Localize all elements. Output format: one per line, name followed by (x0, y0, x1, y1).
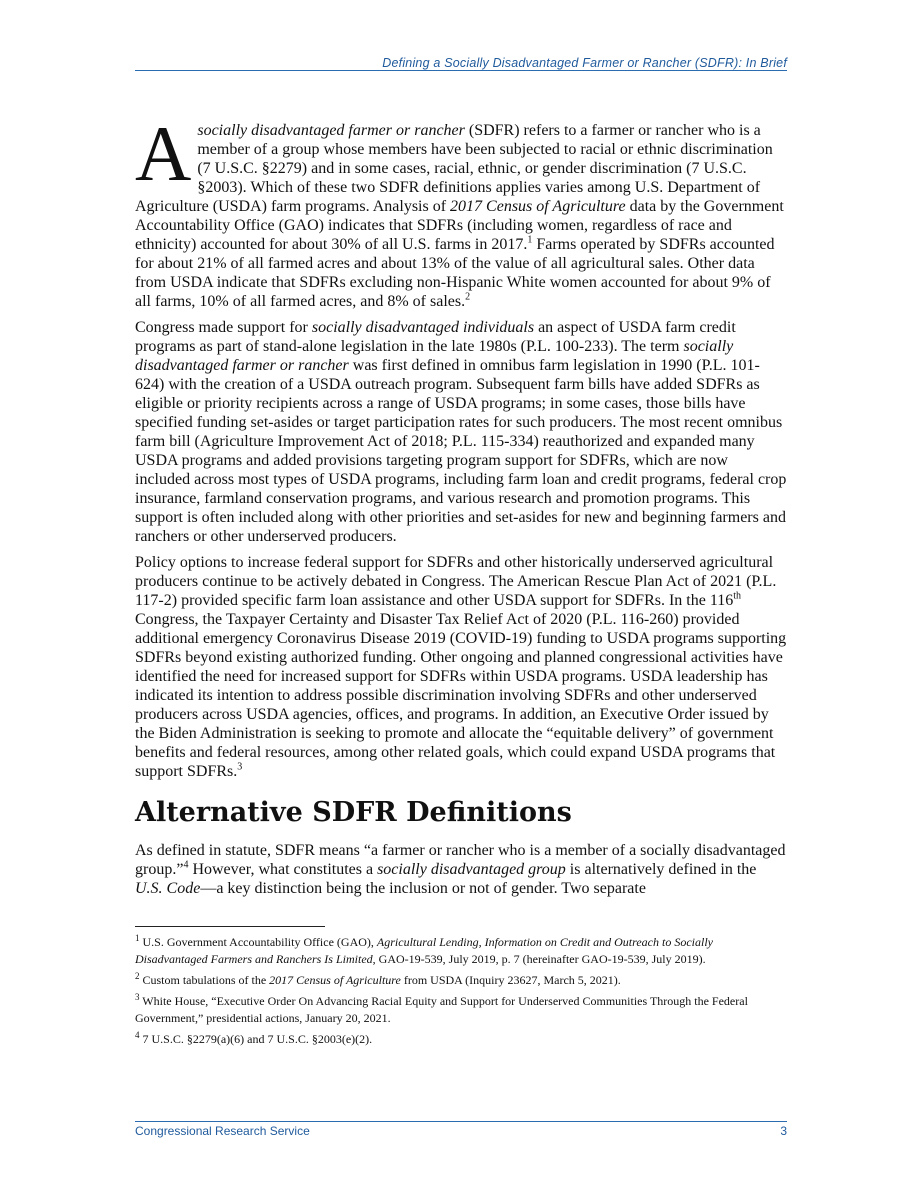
text-span: from USDA (Inquiry 23627, March 5, 2021). (400, 973, 621, 987)
footnote-number: 1 (135, 933, 140, 943)
footnote-3 (135, 993, 787, 1027)
footnote-number: 4 (135, 1030, 140, 1040)
header-rule (135, 70, 787, 71)
footnote-4 (135, 1031, 787, 1048)
text-span: was first defined in omnibus farm legislation in 1990 (P.L. 101-624) with the creation of a USDA outreach program. Subsequent farm bills have added SDFRs as eligible or priority recipients across a range of USDA programs; in some cases, those bills have specified funding set-asides or target participation rates for such producers. The most recent omnibus farm bill (Agriculture Improvement Act of 2018; P.L. 115-334) reauthorized and expanded many USDA programs and added provisions targeting program support for SDFRs, which are now included across most types of USDA programs, including farm loan and credit programs, federal crop insurance, farmland conservation programs, and various research and promotion programs. This support is often included along with other priorities and set-asides for new and beginning farmers and ranchers or other underserved producers. (135, 357, 787, 545)
footnote-number: 2 (135, 971, 140, 981)
term-sdg: socially disadvantaged group (377, 861, 566, 878)
text-span: However, what constitutes a (188, 861, 378, 878)
text-span: Custom tabulations of the (139, 973, 270, 987)
paragraph-policy-options (135, 553, 787, 781)
text-span: (SDFR) refers to a farmer or rancher who is a member of a group whose members have been subjected to racial or ethnic discrimination (7 U.S.C. §2279) and in some cases, racial, ethnic, or gender discrimination (7 U.S.C. §2003). Which of these two SDFR definitions applies varies among U.S. Department of Agriculture (USDA) farm programs. Analysis of (135, 122, 773, 215)
paragraph-definitions (135, 841, 787, 898)
footnote-ref-1[interactable]: 1 (527, 234, 533, 246)
text-span: Policy options to increase federal support for SDFRs and other historically underserved agricultural producers continue to be actively debated in Congress. The American Rescue Plan Act of 2021 (P.L. 117-2) provided specific farm loan assistance and other USDA support for SDFRs. In the 116 (135, 554, 777, 609)
text-span: As defined in statute, SDFR means “a farmer or rancher who is a member of a socially disadvantaged group.” (135, 842, 786, 878)
term-sdfr: socially disadvantaged farmer or rancher (197, 122, 465, 139)
paragraph-congress-support (135, 318, 787, 546)
census-title: 2017 Census of Agriculture (269, 973, 401, 987)
footnote-ref-4[interactable]: 4 (183, 859, 189, 871)
text-span: U.S. Government Accountability Office (GAO), (139, 935, 377, 949)
paragraph-intro (135, 110, 787, 311)
us-code-title: U.S. Code (135, 880, 201, 897)
footer-publisher: Congressional Research Service (135, 1124, 310, 1138)
text-span: White House, “Executive Order On Advancing Racial Equity and Support for Underserved Communities Through the Federal Government,” presidential actions, January 20, 2021. (135, 994, 748, 1025)
page-number: 3 (780, 1124, 787, 1138)
footer-rule (135, 1121, 787, 1122)
footnote-ref-3[interactable]: 3 (237, 761, 243, 773)
text-span: Congress, the Taxpayer Certainty and Disaster Tax Relief Act of 2020 (P.L. 116-260) provided additional emergency Coronavirus Disease 2019 (COVID-19) funding to USDA programs supporting SDFRs beyond existing authorized funding. Other ongoing and planned congressional activities have identified the need for increased support for SDFRs within USDA programs. USDA leadership has indicated its intention to address possible discrimination involving SDFRs and other underserved producers across USDA agencies, offices, and programs. In addition, an Executive Order issued by the Biden Administration is seeking to promote and allocate the “equitable delivery” of government benefits and federal resources, among other related goals, which could expand USDA programs that support SDFRs. (135, 611, 787, 780)
text-span: Congress made support for (135, 319, 312, 336)
footnote-ref-2[interactable]: 2 (465, 291, 471, 303)
term-sdfr-2: socially disadvantaged farmer or rancher (135, 338, 734, 374)
text-span: 7 U.S.C. §2279(a)(6) and 7 U.S.C. §2003(e)(2). (139, 1032, 373, 1046)
footnote-1 (135, 934, 787, 968)
drop-cap: A (135, 110, 192, 197)
footnote-separator (135, 926, 325, 927)
document-body (135, 110, 787, 905)
text-span: Farms operated by SDFRs accounted for about 21% of all farmed acres and about 13% of the value of all agricultural sales. Other data from USDA indicate that SDFRs excluding non-Hispanic White women accounted for about 9% of all farms, 10% of all farmed acres, and 8% of sales. (135, 236, 775, 310)
footnote-2 (135, 972, 787, 989)
text-span: an aspect of USDA farm credit programs as part of stand-alone legislation in the late 1980s (P.L. 100-233). The term (135, 319, 736, 355)
text-span: data by the Government Accountability Office (GAO) indicates that SDFRs (including women, regardless of race and ethnicity) accounted for about 30% of all U.S. farms in 2017. (135, 198, 784, 253)
text-span: is alternatively defined in the (565, 861, 757, 878)
footnote-number: 3 (135, 992, 140, 1002)
term-sdi: socially disadvantaged individuals (311, 319, 535, 336)
footnotes (135, 934, 787, 1052)
census-title: 2017 Census of Agriculture (450, 198, 626, 215)
text-span: , GAO-19-539, July 2019, p. 7 (hereinafter GAO-19-539, July 2019). (372, 952, 706, 966)
ordinal-suffix: th (733, 590, 742, 602)
text-span: —a key distinction being the inclusion or not of gender. Two separate (200, 880, 646, 897)
running-header: Defining a Socially Disadvantaged Farmer or Rancher (SDFR): In Brief (382, 56, 787, 70)
section-heading: Alternative SDFR Definitions (135, 797, 572, 828)
report-title: Agricultural Lending, Information on Credit and Outreach to Socially Disadvantaged Farmers and Ranchers Is Limited (135, 935, 713, 966)
